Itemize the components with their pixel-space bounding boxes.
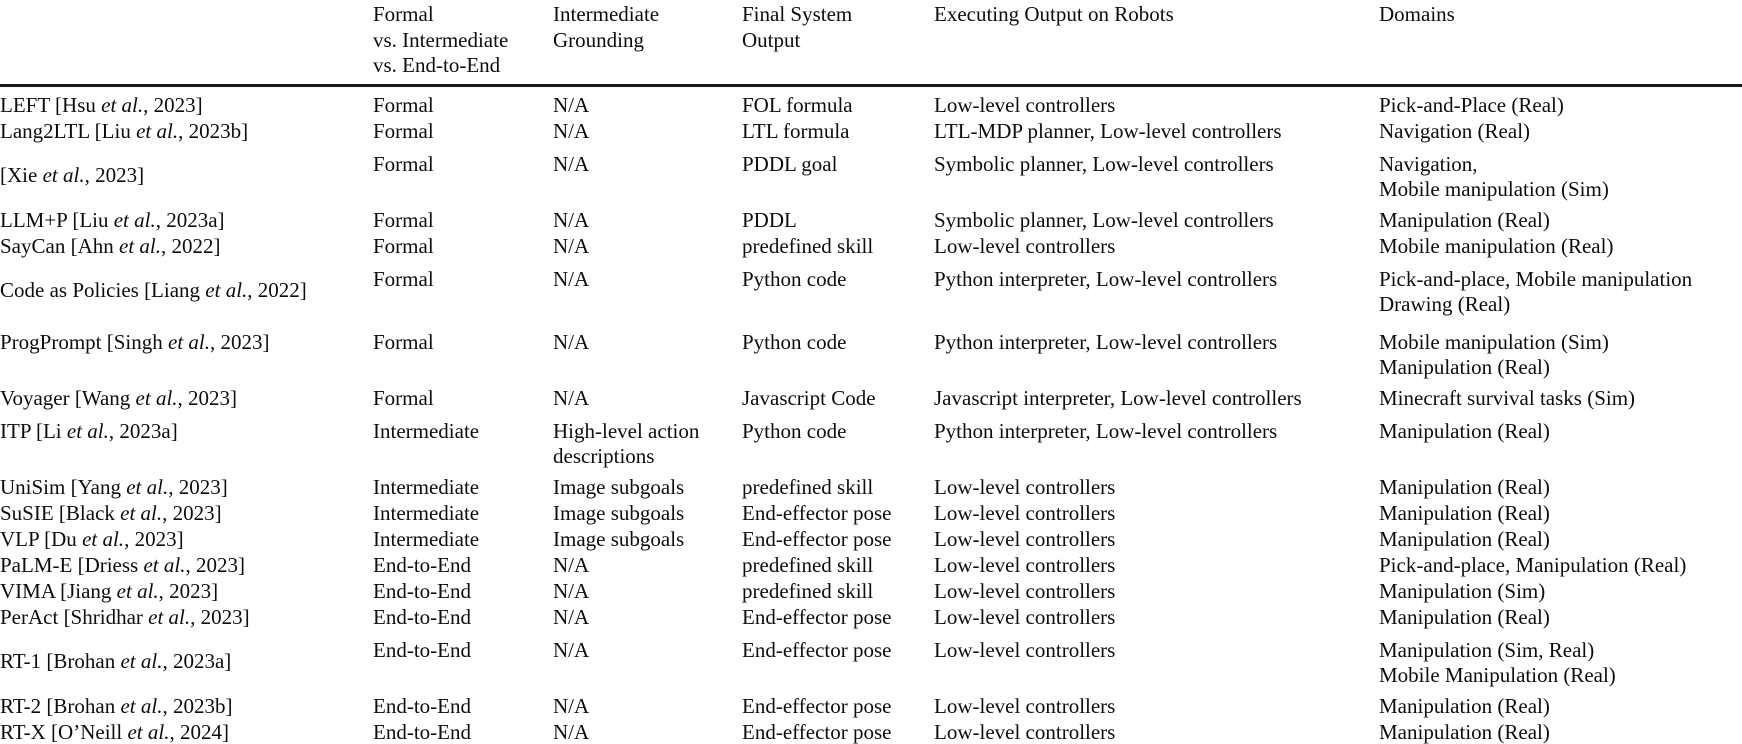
col-header-system [0,0,373,86]
output-cell: predefined skill [742,578,874,603]
domain-line: Manipulation (Real) [1379,693,1550,718]
executing-cell: Low-level controllers [934,93,1116,117]
approach-cell: Intermediate [373,418,480,443]
col-header-domains [1379,0,1742,86]
executing-cell: Low-level controllers [934,233,1116,258]
approach-cell: Formal [373,93,434,117]
table-row [0,386,1742,412]
domain-line: Manipulation (Real) [1379,526,1550,551]
system-citation-cell: LLM+P [Liu et al., 2023a] [0,207,225,232]
grounding-line: N/A [553,329,590,354]
table-row [0,605,1742,631]
et-al-italic: et al. [42,163,85,188]
grounding-cell [553,631,742,694]
approach-cell: Intermediate [373,526,480,551]
header-line: Output [742,27,801,52]
table-row [0,208,1742,234]
system-citation-cell: PaLM-E [Driess et al., 2023] [0,552,245,577]
grounding-cell [553,694,742,720]
domain-line: Navigation (Real) [1379,118,1531,143]
system-citation-cell: SayCan [Ahn et al., 2022] [0,233,221,258]
domain-line: Mobile Manipulation (Real) [1379,663,1616,687]
domain-line: Manipulation (Real) [1379,355,1550,379]
approach-cell: Intermediate [373,500,480,525]
output-cell: Python code [742,266,847,291]
domain-line: Navigation, [1379,151,1478,176]
approach-cell: Formal [373,385,434,410]
et-al-italic: et al. [119,233,161,258]
system-citation-cell: Lang2LTL [Liu et al., 2023b] [0,118,249,143]
grounding-line: N/A [553,266,590,291]
executing-cell: Javascript interpreter, Low-level controllers [934,385,1302,410]
header-line: Formal [373,2,434,26]
header-line: Domains [1379,2,1455,26]
et-al-italic: et al. [205,278,248,303]
executing-cell: Symbolic planner, Low-level controllers [934,207,1274,232]
et-al-italic: et al. [126,474,169,499]
table-row [0,631,1742,694]
header-line: Grounding [553,27,644,52]
executing-cell: Python interpreter, Low-level controllers [934,266,1278,291]
grounding-cell [553,501,742,527]
grounding-line: descriptions [553,444,655,468]
system-citation-cell: Code as Policies [Liang et al., 2022] [0,278,307,303]
et-al-italic: et al. [101,93,144,117]
domains-cell [1379,553,1742,579]
grounding-line: N/A [553,385,590,410]
table-row [0,119,1742,145]
header-line: Intermediate [553,2,660,26]
approach-cell: Formal [373,266,434,291]
grounding-cell [553,86,742,119]
executing-cell: Python interpreter, Low-level controllers [934,418,1278,443]
system-citation-cell: ProgPrompt [Singh et al., 2023] [0,329,270,354]
approach-cell: End-to-End [373,552,471,577]
header-line: Executing Output on Robots [934,2,1174,26]
executing-cell: Low-level controllers [934,719,1116,744]
domain-line: Drawing (Real) [1379,292,1511,316]
approach-cell: Formal [373,118,434,143]
executing-cell: LTL-MDP planner, Low-level controllers [934,118,1282,143]
grounding-cell [553,553,742,579]
grounding-line: N/A [553,604,590,629]
output-cell: LTL formula [742,118,850,143]
table-row [0,323,1742,386]
table-body [0,86,1742,744]
grounding-line: Image subgoals [553,500,685,525]
approach-cell: Formal [373,151,434,176]
header-row [0,0,1742,86]
grounding-cell [553,475,742,501]
header-line: vs. Intermediate [373,27,509,52]
domains-cell [1379,720,1742,744]
table-row [0,501,1742,527]
grounding-cell [553,386,742,412]
domain-line: Pick-and-Place (Real) [1379,93,1564,117]
grounding-line: N/A [553,693,590,718]
table-row [0,527,1742,553]
table-row [0,694,1742,720]
col-header-executing-output [934,0,1379,86]
output-cell: End-effector pose [742,526,892,551]
approach-cell: Intermediate [373,474,480,499]
et-al-italic: et al. [120,649,163,674]
output-cell: predefined skill [742,233,874,258]
system-citation-cell: PerAct [Shridhar et al., 2023] [0,604,250,629]
domains-cell [1379,501,1742,527]
approach-cell: End-to-End [373,693,471,718]
et-al-italic: et al. [120,500,163,525]
output-cell: End-effector pose [742,500,892,525]
executing-cell: Python interpreter, Low-level controllers [934,329,1278,354]
et-al-italic: et al. [113,207,156,232]
domain-line: Manipulation (Real) [1379,418,1550,443]
approach-cell: End-to-End [373,637,471,662]
system-citation-cell: SuSIE [Black et al., 2023] [0,500,222,525]
grounding-cell [553,720,742,744]
grounding-line: N/A [553,118,590,143]
domains-cell [1379,119,1742,145]
domains-cell [1379,145,1742,208]
col-header-approach [373,0,553,86]
et-al-italic: et al. [120,693,163,718]
grounding-cell [553,234,742,260]
domain-line: Manipulation (Real) [1379,719,1550,744]
system-citation-cell: RT-1 [Brohan et al., 2023a] [0,649,232,674]
domain-line: Manipulation (Real) [1379,207,1550,232]
col-header-final-system-output [742,0,934,86]
domain-line: Manipulation (Real) [1379,474,1550,499]
table-row [0,553,1742,579]
grounding-line: Image subgoals [553,474,685,499]
domain-line: Minecraft survival tasks (Sim) [1379,385,1636,410]
col-header-intermediate-grounding [553,0,742,86]
output-cell: End-effector pose [742,719,892,744]
domain-line: Pick-and-place, Manipulation (Real) [1379,552,1687,577]
domain-line: Manipulation (Real) [1379,604,1550,629]
executing-cell: Low-level controllers [934,500,1116,525]
table-row [0,579,1742,605]
executing-cell: Low-level controllers [934,552,1116,577]
grounding-line: N/A [553,151,590,176]
executing-cell: Low-level controllers [934,578,1116,603]
grounding-cell [553,208,742,234]
system-citation-cell: Voyager [Wang et al., 2023] [0,385,238,410]
grounding-line: N/A [553,207,590,232]
system-citation-cell: UniSim [Yang et al., 2023] [0,474,228,499]
table-row [0,86,1742,119]
output-cell: End-effector pose [742,637,892,662]
grounding-line: N/A [553,233,590,258]
output-cell: PDDL [742,207,797,232]
domains-cell [1379,234,1742,260]
grounding-cell [553,145,742,208]
table-row [0,475,1742,501]
output-cell: predefined skill [742,552,874,577]
executing-cell: Low-level controllers [934,526,1116,551]
output-cell: Javascript Code [742,385,876,410]
grounding-cell [553,579,742,605]
system-citation-cell: RT-2 [Brohan et al., 2023b] [0,693,233,718]
grounding-line: N/A [553,578,590,603]
domain-line: Mobile manipulation (Sim) [1379,177,1609,201]
et-al-italic: et al. [143,552,186,577]
grounding-line: Image subgoals [553,526,685,551]
grounding-line: N/A [553,93,590,117]
executing-cell: Low-level controllers [934,693,1116,718]
et-al-italic: et al. [127,719,170,744]
et-al-italic: et al. [116,578,159,603]
system-citation-cell: LEFT [Hsu et al., 2023] [0,93,203,117]
executing-cell: Low-level controllers [934,474,1116,499]
header-line: Final System [742,2,853,26]
domains-cell [1379,527,1742,553]
output-cell: PDDL goal [742,151,838,176]
system-citation-cell: RT-X [O’Neill et al., 2024] [0,719,229,744]
grounding-cell [553,119,742,145]
system-citation-cell: VIMA [Jiang et al., 2023] [0,578,219,603]
grounding-line: N/A [553,719,590,744]
system-citation-cell: ITP [Li et al., 2023a] [0,418,178,443]
executing-cell: Symbolic planner, Low-level controllers [934,151,1274,176]
output-cell: FOL formula [742,93,853,117]
grounding-cell [553,260,742,323]
et-al-italic: et al. [168,329,211,354]
domains-cell [1379,323,1742,386]
domains-cell [1379,386,1742,412]
approach-cell: End-to-End [373,604,471,629]
executing-cell: Low-level controllers [934,637,1116,662]
table-row [0,720,1742,744]
system-citation-cell: VLP [Du et al., 2023] [0,526,184,551]
output-cell: predefined skill [742,474,874,499]
grounding-cell [553,605,742,631]
approach-cell: Formal [373,207,434,232]
domains-cell [1379,208,1742,234]
et-al-italic: et al. [148,604,191,629]
domains-cell [1379,412,1742,475]
domain-line: Mobile manipulation (Real) [1379,233,1614,258]
table-header [0,0,1742,86]
grounding-cell [553,412,742,475]
executing-cell: Low-level controllers [934,604,1116,629]
domain-line: Mobile manipulation (Sim) [1379,329,1609,354]
domain-line: Manipulation (Sim) [1379,578,1546,603]
output-cell: End-effector pose [742,693,892,718]
domains-cell [1379,260,1742,323]
output-cell: End-effector pose [742,604,892,629]
domains-cell [1379,86,1742,119]
table-row [0,412,1742,475]
et-al-italic: et al. [135,385,178,410]
domains-cell [1379,579,1742,605]
output-cell: Python code [742,329,847,354]
table-row [0,234,1742,260]
grounding-cell [553,527,742,553]
grounding-line: High-level action [553,418,700,443]
domains-cell [1379,475,1742,501]
domains-cell [1379,694,1742,720]
grounding-cell [553,323,742,386]
approach-cell: Formal [373,329,434,354]
table-row [0,145,1742,208]
approach-cell: End-to-End [373,578,471,603]
approach-cell: Formal [373,233,434,258]
et-al-italic: et al. [136,118,179,143]
domain-line: Pick-and-place, Mobile manipulation [1379,266,1693,291]
header-line: vs. End-to-End [373,53,501,77]
domains-cell [1379,631,1742,694]
approach-cell: End-to-End [373,719,471,744]
et-al-italic: et al. [82,526,125,551]
domains-cell [1379,605,1742,631]
domain-line: Manipulation (Sim, Real) [1379,637,1595,662]
grounding-line: N/A [553,552,590,577]
table-row [0,260,1742,323]
grounding-line: N/A [553,637,590,662]
system-citation-cell: [Xie et al., 2023] [0,163,145,188]
et-al-italic: et al. [66,418,109,443]
output-cell: Python code [742,418,847,443]
domain-line: Manipulation (Real) [1379,500,1550,525]
